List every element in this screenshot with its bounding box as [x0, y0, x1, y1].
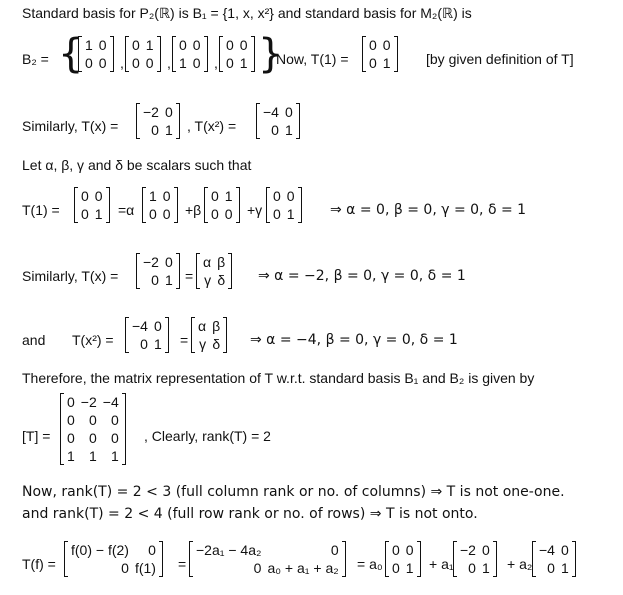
beta-matrix — [204, 187, 240, 223]
plus-a2: + a₂ — [507, 556, 533, 572]
matrix-cell: 0 — [132, 37, 140, 53]
matrix-cell: 0 — [271, 122, 279, 138]
let-scalars-line: Let α, β, γ and δ be scalars such that — [22, 157, 252, 173]
matrix-cell: 0 — [164, 104, 173, 120]
matrix-cell: 0 — [164, 254, 173, 270]
matrix-cell: −4 — [132, 318, 148, 334]
matrix-cell: 0 — [330, 542, 339, 558]
rank-one-one-line: Now, rank(T) = 2 < 3 (full column rank or no. of columns) ⇒ T is not one-one. — [22, 484, 565, 500]
matrix-cell: 1 — [94, 206, 103, 222]
matrix-cell: 1 — [382, 55, 391, 71]
eq-a0: = a₀ — [357, 556, 383, 572]
matrix-cell: 1 — [110, 448, 119, 464]
matrix-cell: 0 — [121, 560, 129, 576]
matrix-cell: 1 — [85, 37, 93, 53]
matrix-cell: 1 — [286, 206, 295, 222]
tx2-eq-label: T(x²) = — [72, 332, 114, 348]
matrix-cell: a₀ + a₁ + a₂ — [267, 560, 339, 576]
matrix-cell: 0 — [392, 542, 400, 558]
tf-matrix-4 — [453, 541, 497, 577]
matrix-cell: 0 — [85, 55, 93, 71]
T-label: [T] = — [22, 428, 51, 444]
abgd-matrix-1 — [196, 253, 232, 289]
matrix-cell: 0 — [286, 188, 295, 204]
matrix-cell: 0 — [547, 560, 555, 576]
matrix-cell: −4 — [539, 542, 555, 558]
matrix-cell: 0 — [382, 37, 391, 53]
matrix-cell: 0 — [88, 412, 97, 428]
matrix-cell: 0 — [284, 104, 293, 120]
matrix-cell: 0 — [145, 55, 154, 71]
eq-sign-1: = — [185, 268, 194, 284]
gamma-matrix — [266, 187, 302, 223]
matrix-cell: 1 — [164, 122, 173, 138]
matrix-cell: γ — [204, 272, 212, 288]
T-matrix — [60, 393, 126, 465]
matrix-cell: 1 — [284, 122, 293, 138]
plus-gamma: +γ — [247, 202, 263, 218]
matrix-cell: 1 — [153, 336, 162, 352]
clearly-rank: , Clearly, rank(T) = 2 — [144, 428, 271, 444]
abgd-matrix-2 — [191, 317, 227, 353]
matrix-cell: 0 — [192, 55, 201, 71]
therefore-line: Therefore, the matrix representation of T w.r.t. standard basis B₁ and B₂ is given by — [22, 370, 535, 386]
matrix-cell: 0 — [253, 560, 262, 576]
basis-matrix-1 — [78, 36, 114, 72]
matrix-cell: 0 — [273, 188, 281, 204]
matrix-cell: f(0) − f(2) — [71, 542, 129, 558]
basis-matrix-4 — [219, 36, 255, 72]
matrix-cell: 0 — [162, 188, 171, 204]
matrix-cell: 0 — [88, 430, 97, 446]
tf-label: T(f) = — [22, 556, 56, 572]
tf-matrix-1 — [64, 541, 163, 577]
matrix-cell: δ — [217, 272, 226, 288]
tf-matrix-5 — [532, 541, 576, 577]
matrix-cell: 1 — [481, 560, 490, 576]
matrix-cell: −2a₁ − 4a₂ — [196, 542, 262, 558]
result-2: ⇒ α = −2, β = 0, γ = 0, δ = 1 — [258, 268, 466, 284]
matrix-cell: 1 — [560, 560, 569, 576]
matrix-cell: 1 — [224, 188, 233, 204]
tf-matrix-2 — [189, 541, 346, 577]
matrix-cell: 0 — [94, 188, 103, 204]
matrix-cell: 0 — [151, 272, 159, 288]
matrix-cell: 0 — [148, 542, 156, 558]
result-1: ⇒ α = 0, β = 0, γ = 0, δ = 1 — [330, 202, 527, 218]
matrix-cell: 0 — [405, 542, 414, 558]
eq-alpha: =α — [118, 202, 135, 218]
matrix-cell: δ — [212, 336, 221, 352]
matrix-cell: 1 — [239, 55, 248, 71]
matrix-cell: 0 — [211, 206, 219, 222]
plus-beta: +β — [185, 202, 202, 218]
matrix-cell: 1 — [149, 188, 157, 204]
matrix-cell: 0 — [179, 37, 187, 53]
matrix-cell: −2 — [80, 394, 97, 410]
matrix-cell: α — [203, 254, 212, 270]
now-t1-label: Now, T(1) = — [276, 51, 349, 67]
matrix-cell: 0 — [226, 55, 234, 71]
matrix-cell: 0 — [392, 560, 400, 576]
matrix-cell: 1 — [67, 448, 75, 464]
matrix-cell: 0 — [67, 412, 75, 428]
matrix-cell: −4 — [102, 394, 119, 410]
matrix-cell: 0 — [67, 394, 75, 410]
t1-matrix — [362, 36, 398, 72]
basis-matrix-2 — [125, 36, 161, 72]
eq-sign-2: = — [180, 332, 189, 348]
matrix-cell: 0 — [98, 55, 107, 71]
matrix-cell: 0 — [98, 37, 107, 53]
eq-sign-3: = — [178, 556, 187, 572]
matrix-cell: 0 — [560, 542, 569, 558]
matrix-cell: 0 — [211, 188, 219, 204]
comma-3: , — [214, 55, 218, 71]
matrix-cell: 1 — [164, 272, 173, 288]
matrix-cell: −2 — [143, 104, 159, 120]
tx-eq-matrix — [136, 253, 180, 289]
matrix-cell: 0 — [192, 37, 201, 53]
matrix-cell: 1 — [145, 37, 154, 53]
basis-statement: Standard basis for P₂(ℝ) is B₁ = {1, x, x²} and standard basis for M₂(ℝ) is — [22, 5, 472, 21]
matrix-cell: 1 — [405, 560, 414, 576]
matrix-cell: 0 — [81, 188, 89, 204]
matrix-cell: −4 — [263, 104, 279, 120]
matrix-cell: 0 — [140, 336, 148, 352]
matrix-cell: α — [198, 318, 207, 334]
matrix-cell: 0 — [81, 206, 89, 222]
matrix-cell: 0 — [481, 542, 490, 558]
and-label: and — [22, 332, 46, 348]
tx-matrix — [136, 103, 180, 139]
alpha-matrix — [142, 187, 178, 223]
t1-eq-matrix — [74, 187, 110, 223]
matrix-cell: 0 — [149, 206, 157, 222]
matrix-cell: 0 — [132, 55, 140, 71]
rank-onto-line: and rank(T) = 2 < 4 (full row rank or no. of rows) ⇒ T is not onto. — [22, 506, 478, 522]
matrix-cell: 0 — [153, 318, 162, 334]
similarly-tx-label: Similarly, T(x) = — [22, 118, 119, 134]
left-brace: { — [58, 31, 84, 77]
comma-1: , — [120, 55, 124, 71]
matrix-cell: f(1) — [134, 560, 156, 576]
matrix-cell: 0 — [151, 122, 159, 138]
comma-2: , — [167, 55, 171, 71]
matrix-cell: 0 — [239, 37, 248, 53]
matrix-cell: 0 — [273, 206, 281, 222]
matrix-cell: β — [212, 318, 221, 334]
matrix-cell: 0 — [110, 430, 119, 446]
right-brace: } — [258, 31, 284, 77]
tx2-label: , T(x²) = — [187, 118, 237, 134]
matrix-cell: 1 — [88, 448, 97, 464]
matrix-cell: 1 — [179, 55, 187, 71]
matrix-cell: 0 — [224, 206, 233, 222]
matrix-cell: 0 — [468, 560, 476, 576]
t1-eq-label: T(1) = — [22, 202, 60, 218]
matrix-cell: −2 — [143, 254, 159, 270]
tx2-matrix — [256, 103, 300, 139]
by-definition-note: [by given definition of T] — [426, 51, 574, 67]
matrix-cell: −2 — [460, 542, 476, 558]
tx2-eq-matrix — [125, 317, 169, 353]
matrix-cell: γ — [199, 336, 207, 352]
basis-matrix-3 — [172, 36, 208, 72]
matrix-cell: 0 — [67, 430, 75, 446]
matrix-cell: 0 — [162, 206, 171, 222]
plus-a1: + a₁ — [429, 556, 454, 572]
matrix-cell: 0 — [226, 37, 234, 53]
b2-label: B₂ = — [22, 51, 49, 67]
matrix-cell: 0 — [369, 55, 377, 71]
matrix-cell: 0 — [369, 37, 377, 53]
similarly-tx-eq-label: Similarly, T(x) = — [22, 268, 119, 284]
matrix-cell: β — [217, 254, 226, 270]
tf-matrix-3 — [385, 541, 421, 577]
result-3: ⇒ α = −4, β = 0, γ = 0, δ = 1 — [250, 332, 458, 348]
matrix-cell: 0 — [110, 412, 119, 428]
